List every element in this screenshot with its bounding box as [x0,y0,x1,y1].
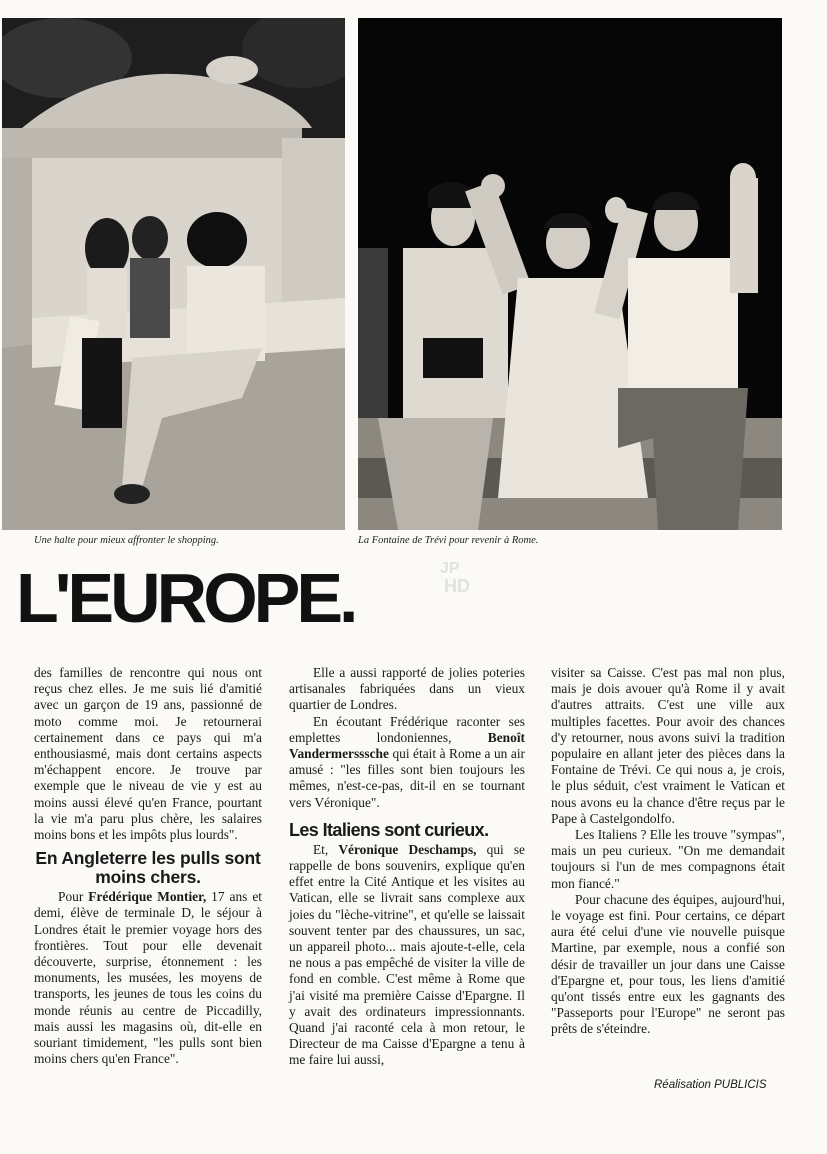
col1-p2-lead: Pour [58,889,89,905]
col2-paragraph-1: Elle a aussi rapporté de jolies poteries artisanales fabriquées dans un vieux quartier de Londres. [289,665,525,713]
photo-shopping-break [2,18,345,530]
person-name-benoit: Benoît Vandermersssche [289,729,525,762]
agency-credit: Réalisation PUBLICIS [654,1079,767,1091]
article-column-2 [289,665,525,1069]
col3-paragraph-1: visiter sa Caisse. C'est pas mal non plus, mais je dois avouer qu'à Rome il y avait d'autres attraits. C'est une ville aux multiples facettes. Pour avoir des chances d'y retourner, nous avons suivi la tradition populaire en allant jeter des pièces dans la Fontaine de Trévi. Ce qui nous a, je crois, le plus séduit, c'est vraiment le Vatican et nous avons eu la chance d'être reçus par le Pape à Castelgondolfo. [551,665,785,826]
jphd-watermark [418,552,492,600]
photo-trevi-fountain [358,18,782,530]
col2-paragraph-3 [289,842,525,1069]
article-column-3 [551,665,785,1038]
col2-p2-rest: qui était à Rome a un air amusé : "les filles sont bien toujours les mêmes, n'est-ce-pas, dit-il en se tournant vers Véronique". [289,746,525,810]
subhead-angleterre: En Angleterre les pulls sont moins chers. [35,848,261,888]
photo-caption-left: Une halte pour mieux affronter le shopping. [34,535,219,546]
col1-p2-rest: 17 ans et demi, élève de terminale D, le séjour à Londres était le premier voyage hors des frontières. Tout pour elle devenait découverte, surprise, étonnement : les monuments, les musées, les moyens de transports, les jeunes de tous les coins du monde réunis au centre de Piccadilly, mais aussi les magasins où, dit-elle en souriant timidement, "les pulls sont bien moins chers qu'en France". [34,889,263,1067]
watermark-top-text: JP [440,560,460,577]
col2-p3-rest: qui se rappelle de bons souvenirs, explique qu'en effet entre la Cité Antique et les visites au Vatican, elle se livrait sans complexe aux joies du "lèche-vitrine", et qu'elle se laissait souvent tenter par des chaussures, un sac, un appareil photo... mais ajoute-t-elle, cela ne nous a pas empêché de visiter la ville de fond en comble. C'est même à Rome que j'ai visité ma première Caisse d'Epargne. Il y avait des ordinateurs impressionnants. Quand j'ai raconté cela à mon retour, le Directeur de ma Caisse d'Epargne a tenu à me faire lui aussi, [289,841,525,1068]
col1-paragraph-1: des familles de rencontre qui nous ont reçus chez elles. Je me suis lié d'amitié avec un garçon de 19 ans, passionné de moto comme moi. Je retournerai certainement dans ce pays qui m'a enthousiasmé, mais dont certains aspects m'échappent encore. Je trouve par exemple que le niveau de vie y est au moins aussi élevé qu'en France, pourtant la vie m'a paru plus chère, les salaires moins bons et les impôts plus lourds". [34,665,262,843]
watermark-bottom-text: HD [444,576,470,596]
subhead-italiens: Les Italiens sont curieux. [289,819,489,840]
person-name-veronique: Véronique Deschamps, [338,841,477,857]
person-name-frederique: Frédérique Montier, [88,889,207,905]
page-headline: L'EUROPE. [16,559,355,637]
col2-p3-lead: Et, [313,841,339,857]
col1-paragraph-2 [34,889,262,1067]
col2-paragraph-2 [289,714,525,811]
col3-paragraph-3: Pour chacune des équipes, aujourd'hui, le voyage est fini. Pour certains, ce départ aura été celui d'une vie nouvelle puisque Martine, par exemple, nous a confié son désir de travailler un jour dans une Caisse d'Epargne et, pour tous, les liens d'amitié qu'ont tissés entre eux les gagnants des "Passeports pour l'Europe" ne seront pas prêts de s'éteindre. [551,891,785,1037]
col2-p2-lead: En écoutant Frédérique raconter ses emplettes londoniennes, [289,713,525,745]
photo-caption-right: La Fontaine de Trévi pour revenir à Rome. [358,535,539,546]
col3-paragraph-2: Les Italiens ? Elle les trouve "sympas", mais un peu curieux. "On me demandait toujours si l'un de mes compagnons était mon fiancé." [551,827,785,891]
article-column-1 [34,665,262,1067]
